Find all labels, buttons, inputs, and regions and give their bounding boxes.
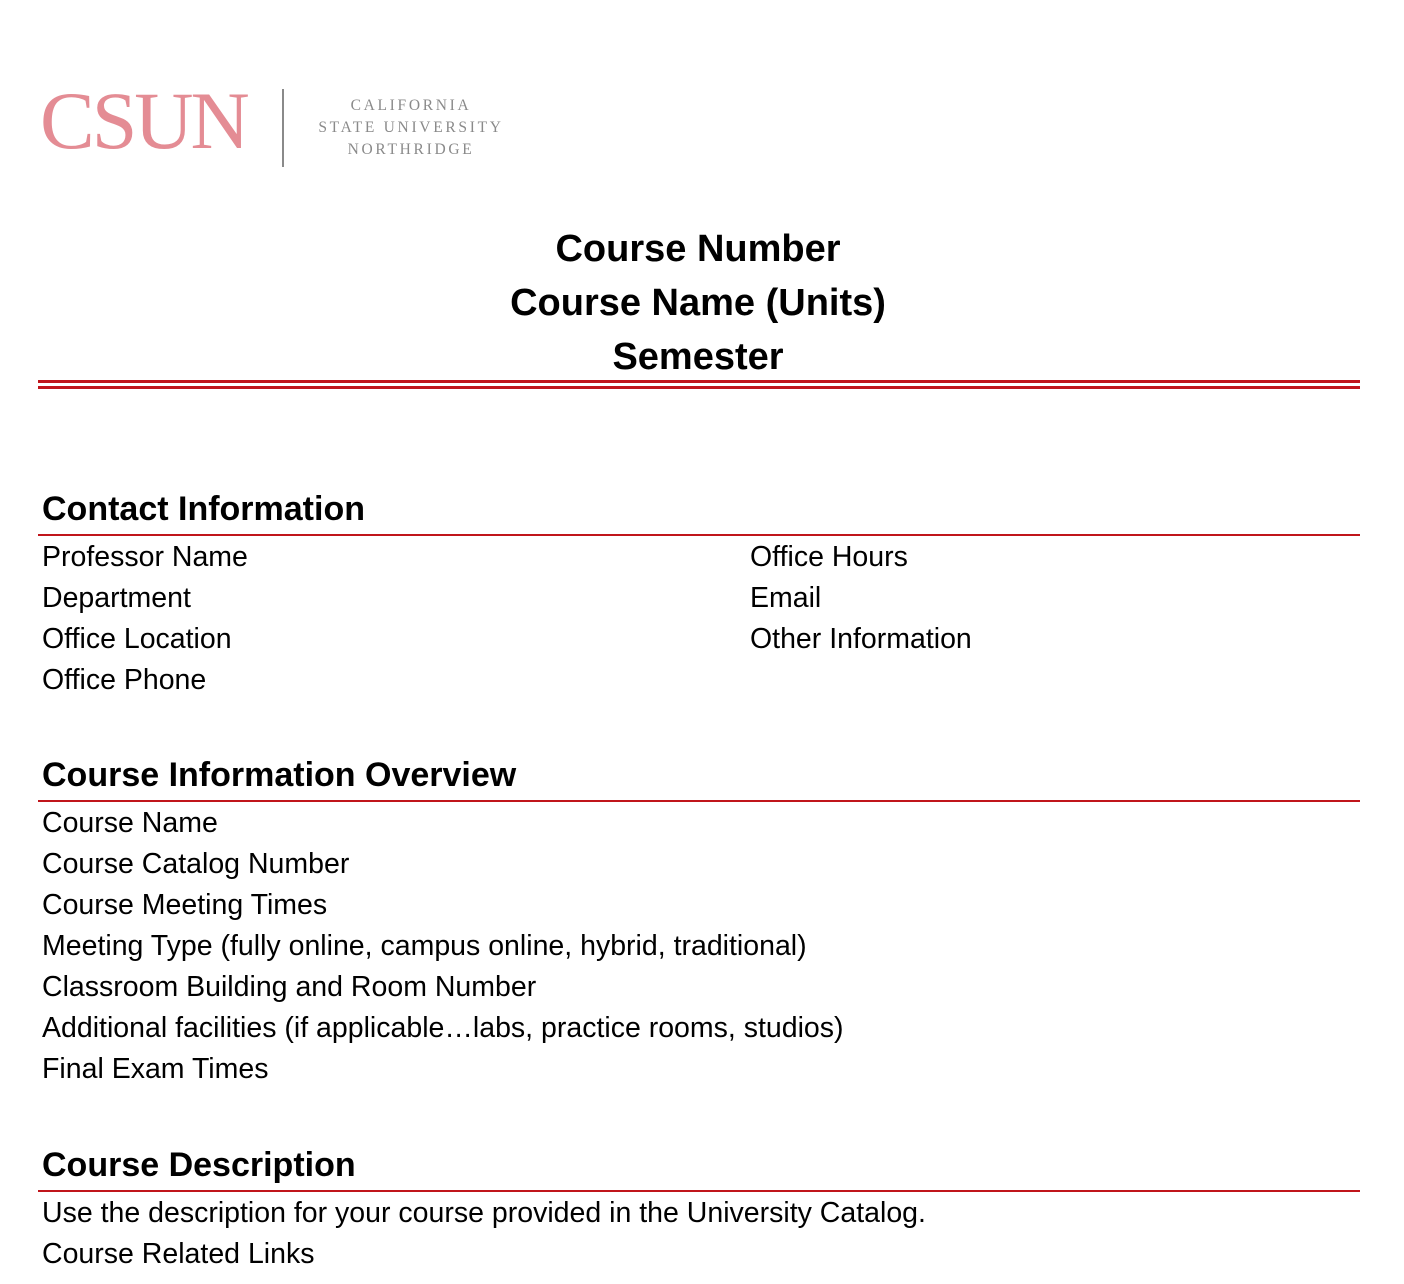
- description-heading: Course Description: [42, 1146, 356, 1184]
- list-item: Course Catalog Number: [42, 848, 350, 880]
- list-item: Course Meeting Times: [42, 889, 328, 921]
- contact-heading: Contact Information: [42, 490, 365, 528]
- professor-name-line: Professor Name: [42, 541, 248, 573]
- contact-right-list: [750, 537, 972, 660]
- overview-heading: Course Information Overview: [42, 756, 517, 794]
- description-text: Use the description for your course provided in the University Catalog.: [42, 1197, 926, 1229]
- csun-logo: [40, 75, 540, 168]
- list-item: Course Name: [42, 807, 218, 839]
- course-name-title: Course Name (Units): [510, 282, 886, 324]
- department-line: Department: [42, 582, 191, 614]
- logo-subtitle-line: NORTHRIDGE: [347, 141, 475, 158]
- title-rule-top: [38, 380, 1360, 383]
- semester-title: Semester: [612, 336, 784, 378]
- overview-rule: [38, 800, 1360, 802]
- list-item: Classroom Building and Room Number: [42, 971, 537, 1003]
- list-item: Additional facilities (if applicable…labs, practice rooms, studios): [42, 1012, 844, 1044]
- contact-rule: [38, 534, 1360, 536]
- logo-wordmark: CSUN: [40, 75, 247, 166]
- list-item: Final Exam Times: [42, 1053, 269, 1085]
- description-list: [42, 1193, 926, 1275]
- logo-subtitle-line: STATE UNIVERSITY: [318, 119, 504, 136]
- logo-subtitle: [300, 95, 522, 161]
- description-rule: [38, 1190, 1360, 1192]
- course-number-title: Course Number: [555, 228, 841, 270]
- document-title: [0, 222, 1396, 384]
- list-item: Meeting Type (fully online, campus online, hybrid, traditional): [42, 930, 807, 962]
- office-hours-line: Office Hours: [750, 541, 908, 573]
- title-double-rule: [38, 380, 1360, 390]
- title-rule-bottom: [38, 386, 1360, 389]
- office-location-line: Office Location: [42, 623, 232, 655]
- logo-subtitle-line: CALIFORNIA: [350, 97, 472, 114]
- office-phone-line: Office Phone: [42, 664, 207, 696]
- other-information-line: Other Information: [750, 623, 972, 655]
- course-related-links[interactable]: Course Related Links: [42, 1238, 315, 1270]
- logo-divider: [282, 89, 284, 167]
- contact-left-list: [42, 537, 248, 701]
- email-line: Email: [750, 582, 822, 614]
- overview-list: [42, 803, 844, 1090]
